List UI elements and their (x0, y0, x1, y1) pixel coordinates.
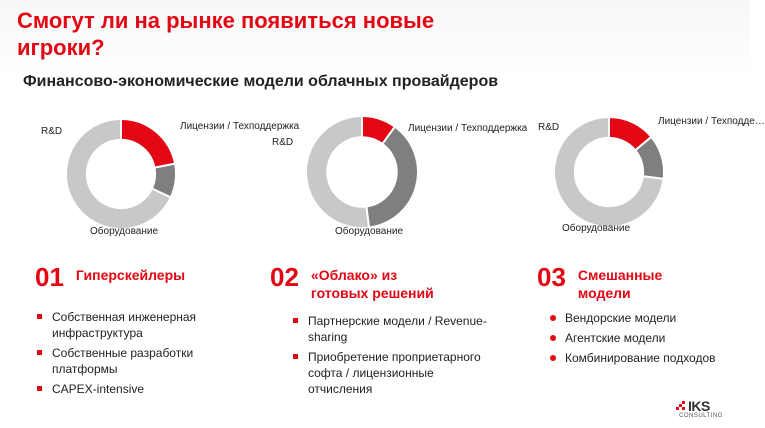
column-number: 02 (270, 262, 299, 292)
column-title: «Облако» из готовых решений (310, 267, 434, 301)
slide-subtitle: Финансово-экономические модели облачных провайдеров (23, 73, 499, 90)
column-number: 01 (35, 262, 64, 292)
list-item: Агентские модели (546, 330, 746, 346)
bullet-list-hyperscalers (33, 309, 243, 401)
list-item: Собственные разработки платформы (33, 345, 243, 377)
donut-3-label-rnd: R&D (538, 122, 560, 133)
column-ready-solutions (270, 263, 451, 302)
slide-title: Смогут ли на рынке появиться новые игроки? (17, 8, 435, 60)
donut-2-label-hardware: Оборудование (335, 226, 404, 237)
donut-chart-hyperscalers (65, 118, 177, 230)
donut-slice-2 (366, 127, 418, 228)
donut-3-label-licenses: Лицензии / Техподде… (658, 116, 765, 127)
list-item: Комбинирование подходов (546, 350, 746, 366)
donut-1-label-licenses: Лицензии / Техподдержка (180, 121, 300, 132)
donut-slice-1 (121, 119, 175, 168)
donut-1-label-hardware: Оборудование (90, 226, 159, 237)
donut-1-label-rnd: R&D (41, 126, 63, 137)
bullet-list-ready-solutions (289, 313, 489, 401)
column-mixed-models (537, 263, 668, 302)
column-hyperscalers (35, 263, 185, 291)
column-title: Гиперскейлеры (75, 267, 186, 283)
list-item: Партнерские модели / Revenue-sharing (289, 313, 489, 345)
logo-mark-icon (676, 400, 686, 410)
list-item: CAPEX-intensive (33, 381, 243, 397)
column-title: Смешанные модели (577, 267, 663, 301)
list-item: Вендорские модели (546, 310, 746, 326)
list-item: Собственная инженерная инфраструктура (33, 309, 243, 341)
column-number: 03 (537, 262, 566, 292)
logo-text: IKS (688, 398, 710, 414)
donut-chart-ready-solutions (305, 115, 419, 229)
donut-chart-mixed-models (553, 116, 665, 228)
donut-slice-3 (306, 116, 369, 228)
bullet-list-mixed-models (546, 310, 746, 370)
donut-2-label-licenses: Лицензии / Техподдержка (408, 123, 528, 134)
logo-subtext: CONSULTING (679, 413, 723, 419)
iks-consulting-logo (676, 398, 736, 424)
donut-3-label-hardware: Оборудование (562, 223, 631, 234)
donut-2-label-rnd: R&D (272, 137, 294, 148)
list-item: Приобретение проприетарного софта / лицензионные отчисления (289, 349, 489, 397)
